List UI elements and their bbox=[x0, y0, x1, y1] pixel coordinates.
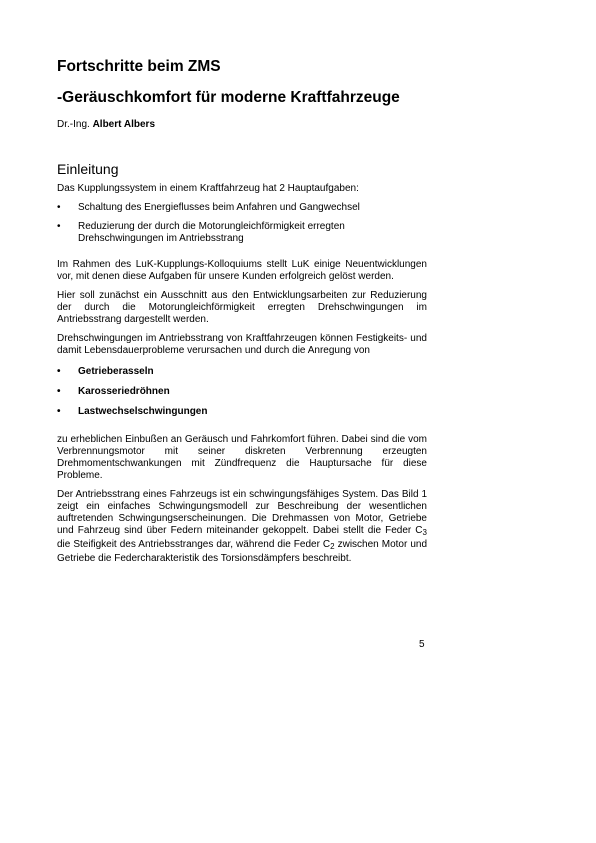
paragraph-1: Im Rahmen des LuK-Kupplungs-Kolloquiums stellt LuK einige Neuentwicklungen vor, mit denen diese Aufgaben für unsere Kunden erfolgreich gelöst werden. bbox=[57, 259, 427, 282]
paragraph-4: zu erheblichen Einbußen an Geräusch und Fahrkomfort führen. Dabei sind die vom Verbrennungsmotor mit seiner diskreten Verbrennung erzeugten Drehmomentschwankungen mit Zündfrequenz die Hauptursache für diese Probleme. bbox=[57, 434, 427, 481]
paragraph-2: Hier soll zunächst ein Ausschnitt aus den Entwicklungsarbeiten zur Reduzierung der durch die Motorungleichförmigkeit erregten Drehschwingungen im Antriebsstrang dargestellt werden. bbox=[57, 290, 427, 325]
author-name: Albert Albers bbox=[92, 119, 155, 130]
section-heading: Einleitung bbox=[57, 161, 119, 177]
paragraph-5-part-2: die Steifigkeit des Antriebsstranges dar, während die Feder C bbox=[57, 539, 331, 550]
task-text: Reduzierung der durch die Motorungleichförmigkeit erregten Drehschwingungen im Antriebsstrang bbox=[78, 221, 345, 244]
paragraph-5-part-3: zwischen Motor und Getriebe die Federcharakteristik des Torsionsdämpfers beschreibt. bbox=[57, 539, 428, 564]
paragraph-5 bbox=[57, 489, 427, 565]
paragraph-5-part-1: Der Antriebsstrang eines Fahrzeugs ist ein schwingungsfähiges System. Das Bild 1 zeigt ein einfaches Schwingungsmodell zur Beschreibung der wesentlichen auftretenden Schwingungserscheinungen. Die Drehmassen von Motor, Getriebe und Fahrzeug sind über Federn miteinander gekoppelt. Dabei stellt die Feder C bbox=[57, 489, 427, 536]
author-prefix: Dr.-Ing. bbox=[57, 119, 90, 130]
subscript-3: 3 bbox=[422, 528, 427, 537]
phenomena-list bbox=[57, 366, 427, 418]
task-list bbox=[57, 202, 427, 245]
body-text bbox=[57, 183, 427, 572]
author-line bbox=[57, 119, 155, 130]
phenomenon-item bbox=[57, 366, 427, 378]
paragraph-3: Drehschwingungen im Antriebsstrang von Kraftfahrzeugen können Festigkeits- und damit Lebensdauerprobleme verursachen und durch die Anregung von bbox=[57, 333, 427, 356]
phenomenon-item bbox=[57, 406, 427, 418]
bullet-icon: • bbox=[57, 202, 61, 213]
title-line-1: Fortschritte beim ZMS bbox=[57, 58, 221, 75]
phenomenon-item bbox=[57, 386, 427, 398]
title-line-2: -Geräuschkomfort für moderne Kraftfahrzeuge bbox=[57, 89, 400, 106]
task-text: Schaltung des Energieflusses beim Anfahren und Gangwechsel bbox=[78, 202, 360, 213]
intro-text: Das Kupplungssystem in einem Kraftfahrzeug hat 2 Hauptaufgaben: bbox=[57, 183, 359, 194]
bullet-icon: • bbox=[57, 366, 61, 377]
bullet-icon: • bbox=[57, 386, 61, 397]
task-item bbox=[57, 202, 427, 214]
task-item bbox=[57, 221, 427, 245]
phenomenon-text: Lastwechselschwingungen bbox=[78, 406, 208, 417]
phenomenon-text: Getrieberasseln bbox=[78, 366, 154, 377]
page-number: 5 bbox=[419, 639, 425, 650]
subscript-2: 2 bbox=[330, 542, 335, 551]
bullet-icon: • bbox=[57, 406, 61, 417]
phenomenon-text: Karosseriedröhnen bbox=[78, 386, 170, 397]
bullet-icon: • bbox=[57, 221, 61, 232]
